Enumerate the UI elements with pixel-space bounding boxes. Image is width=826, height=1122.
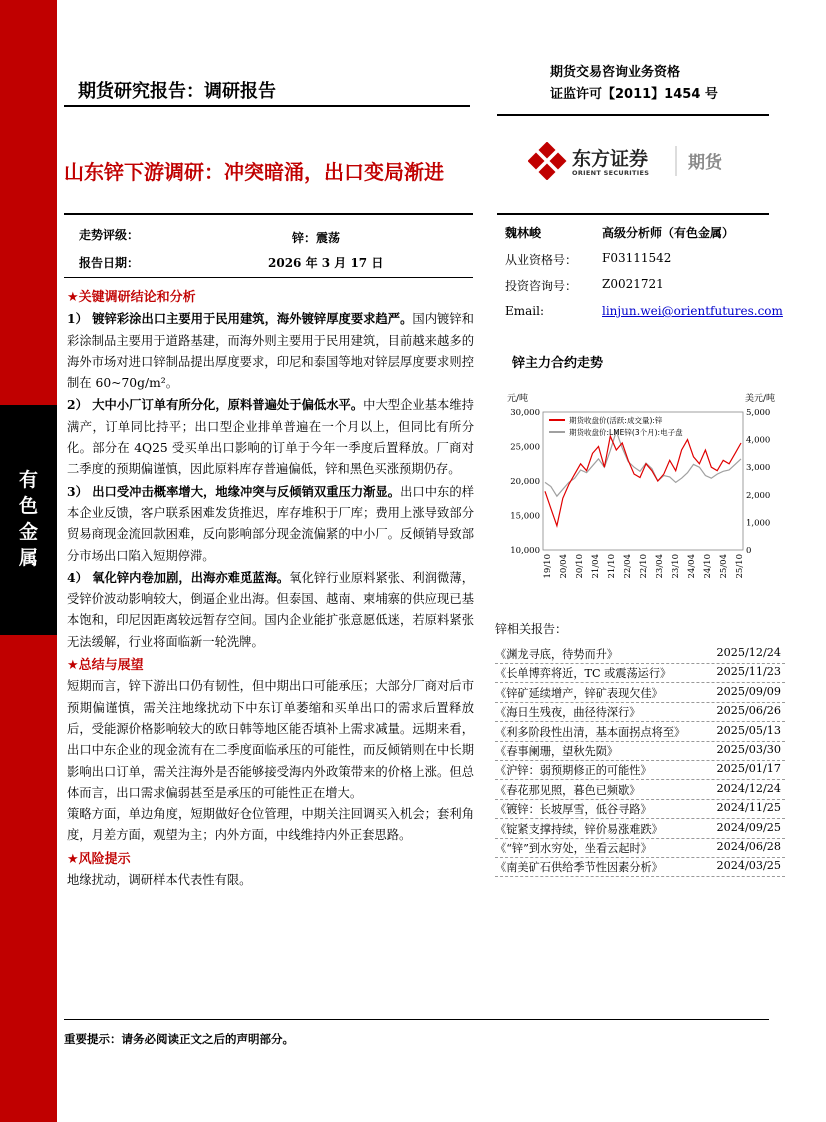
- email-label: Email:: [505, 304, 545, 318]
- finding-2: [67, 394, 474, 480]
- finding-4: [67, 567, 474, 653]
- license-info: [550, 62, 718, 106]
- x-tick-label: 21/04: [591, 554, 601, 579]
- x-tick-label: 24/10: [703, 554, 713, 579]
- y-axis-right-unit: 美元/吨: [745, 394, 776, 404]
- date-value: 2026 年 3 月 17 日: [268, 256, 384, 270]
- report-title[interactable]: 《锭紧支撑持续，锌价易涨难跌》: [495, 822, 663, 836]
- license-line-1: 期货交易咨询业务资格: [550, 65, 681, 80]
- x-tick-label: 22/04: [623, 554, 633, 579]
- y-tick-right: 1,000: [746, 518, 771, 529]
- y-tick-right: 4,000: [746, 435, 771, 446]
- report-row[interactable]: [495, 779, 785, 800]
- y-tick-right: 3,000: [746, 463, 771, 474]
- logo-suffix-text: 期货: [688, 153, 722, 173]
- x-tick-label: 20/04: [559, 554, 569, 579]
- report-row[interactable]: [495, 856, 785, 877]
- legend-label: 期货收盘价:LME锌(3个月):电子盘: [569, 428, 683, 437]
- x-tick-label: 25/10: [735, 554, 745, 579]
- x-tick-label: 21/10: [607, 554, 617, 579]
- report-title[interactable]: 《锌矿延续增产，锌矿表现欠佳》: [495, 686, 663, 700]
- report-title[interactable]: 《海日生残夜，曲径待深行》: [495, 706, 641, 720]
- report-title[interactable]: 《渊龙寻底，待势而升》: [495, 648, 619, 661]
- report-row[interactable]: [495, 682, 785, 703]
- report-title[interactable]: 《长单博弈将近，TC 或震荡运行》: [495, 667, 672, 681]
- report-row[interactable]: [495, 701, 785, 722]
- footer-notice: 重要提示：请务必阅读正文之后的声明部分。: [64, 1032, 294, 1046]
- related-reports-title: 锌相关报告：: [495, 622, 568, 636]
- report-date: 2025/11/23: [716, 665, 781, 679]
- report-title[interactable]: 《利多阶段性出清，基本面拐点将至》: [495, 725, 686, 739]
- finding-3-head: 3） 出口受冲击概率增大，地缘冲突与反倾销双重压力渐显。: [67, 483, 401, 499]
- report-date: 2025/01/17: [716, 762, 781, 776]
- report-row[interactable]: [495, 643, 785, 664]
- report-row[interactable]: [495, 662, 785, 683]
- finding-4-head: 4） 氧化锌内卷加剧，出海亦难觅蓝海。: [67, 569, 290, 585]
- x-tick-label: 19/10: [543, 554, 553, 579]
- summary-paragraph-1: 短期而言，锌下游出口仍有韧性，但中期出口可能承压；大部分厂商对后市预期偏谨慎，需关注地缘扰动下中东订单萎缩和买单出口的需求后置释放后，受能源价格影响较大的欧日韩等地区能否填补上需求减量。远期来看，出口中东企业的现金流有在二季度面临承压的可能性，而反倾销则在中长期影响出口订单，需关注海外是否能够接受海内外政策带来的价格上涨。但总体而言，出口需求偏弱甚至是承压的可能性正在增大。: [67, 679, 474, 800]
- y-tick-right: 2,000: [746, 490, 771, 501]
- analyst-name: 魏林峻: [505, 226, 542, 240]
- risk-body: 地缘扰动，调研样本代表性有限。: [67, 873, 252, 888]
- report-date: 2025/05/13: [716, 723, 781, 737]
- company-logo: [528, 142, 738, 180]
- report-row[interactable]: [495, 837, 785, 858]
- x-tick-label: 25/04: [719, 554, 729, 579]
- finding-1-head: 1） 镀锌彩涂出口主要用于民用建筑，海外镀锌厚度要求趋严。: [67, 311, 413, 327]
- x-tick-label: 23/10: [671, 554, 681, 579]
- report-row[interactable]: [495, 721, 785, 742]
- report-title[interactable]: 《沪锌：弱预期修正的可能性》: [495, 764, 652, 778]
- sector-char-4: 属: [18, 547, 38, 569]
- report-date: 2024/11/25: [716, 801, 781, 815]
- y-tick-left: 25,000: [510, 442, 540, 453]
- report-title[interactable]: 《春事阑珊，望秋先陨》: [495, 745, 619, 758]
- zinc-price-chart: [505, 390, 780, 585]
- report-title[interactable]: 《南美矿石供给季节性因素分析》: [495, 861, 663, 875]
- finding-3-body: 出口中东的样本企业反馈，客户联系困难发货推迟，库存堆积于厂库；费用上涨导致部分贸易商现金流回款困难，反向影响部分现金流偏紧的中小厂。反倾销导致部分市场出口陷入短期停滞。: [67, 484, 474, 563]
- finding-3: [67, 481, 474, 567]
- y-tick-left: 20,000: [510, 477, 540, 487]
- finding-2-head: 2） 大中小厂订单有所分化，原料普遍处于偏低水平。: [67, 397, 364, 413]
- qual-value: F03111542: [602, 251, 672, 265]
- analyst-rule: [497, 213, 769, 215]
- header-rule-left: [64, 105, 470, 107]
- report-row[interactable]: [495, 798, 785, 819]
- header-rule-right: [497, 114, 769, 116]
- y-tick-left: 15,000: [510, 511, 540, 522]
- report-date: 2024/09/25: [716, 820, 781, 834]
- report-title[interactable]: 《春花那见照，暮色已频歇》: [495, 783, 641, 797]
- invest-label: 投资咨询号：: [505, 279, 578, 293]
- rating-label: 走势评级：: [79, 228, 140, 242]
- report-title[interactable]: 《“锌”到水穷处，坐看云起时》: [495, 842, 652, 855]
- report-date: 2024/03/25: [716, 859, 781, 873]
- report-date: 2025/06/26: [716, 704, 781, 718]
- y-axis-left-unit: 元/吨: [507, 394, 529, 404]
- report-title[interactable]: 《镀锌：长坡厚雪，低谷寻路》: [495, 803, 652, 817]
- sector-char-3: 金: [18, 521, 38, 543]
- email-link[interactable]: linjun.wei@orientfutures.com: [602, 304, 783, 318]
- report-body: [67, 287, 474, 891]
- report-row[interactable]: [495, 740, 785, 761]
- meta-rule-bottom: [64, 277, 473, 278]
- x-tick-label: 22/10: [639, 554, 649, 579]
- rating-value: 锌：震荡: [292, 231, 341, 245]
- finding-2-body: 中大型企业基本维持满产，订单同比持平；出口型企业排单普遍在一个月以上，但同比有所分化。部分在 4Q25 受买单出口影响的订单于今年一季度后置释放。厂商对二季度的预期偏谨慎，因此原料库存普遍偏低，锌和黑色买涨预期仍存。: [67, 398, 474, 477]
- sector-label: [0, 405, 57, 635]
- y-tick-left: 30,000: [510, 408, 540, 418]
- date-label: 报告日期：: [79, 256, 140, 270]
- y-tick-right: 5,000: [746, 408, 771, 418]
- report-row[interactable]: [495, 818, 785, 839]
- report-date: 2024/06/28: [716, 840, 781, 853]
- report-type-title: 期货研究报告：调研报告: [78, 81, 276, 102]
- report-date: 2024/12/24: [716, 781, 781, 795]
- license-line-2: 证监许可【2011】1454 号: [550, 87, 718, 102]
- chart-title: 锌主力合约走势: [512, 356, 604, 371]
- report-date: 2025/03/30: [716, 743, 781, 756]
- report-main-title: 山东锌下游调研：冲突暗涌，出口变局渐进: [64, 160, 444, 184]
- summary-title: ★总结与展望: [67, 658, 144, 674]
- qual-label: 从业资格号：: [505, 253, 578, 267]
- y-tick-right: 0: [746, 546, 752, 556]
- logo-cn-text: 东方证券: [572, 148, 649, 170]
- x-tick-label: 20/10: [575, 554, 585, 579]
- analyst-title: 高级分析师（有色金属）: [602, 226, 735, 240]
- finding-4-body: 氧化锌行业原料紧张、利润微薄，受锌价波动影响较大，倒逼企业出海。但泰国、越南、柬埔寨的供应现已基本饱和，印尼因距离较远暂存空间。国内企业能扩张意愿低迷，若原料紧张无法缓解，行业将面临新一轮洗牌。: [67, 570, 474, 649]
- finding-1-body: 国内镀锌和彩涂制品主要用于道路基建，而海外则主要用于民用建筑，目前越来越多的海外市场对进口锌制品提出厚度要求，印尼和泰国等地对锌层厚度要求则控制在 60~70g/m²。: [67, 312, 474, 391]
- meta-rule-top: [64, 213, 473, 215]
- report-date: 2025/12/24: [716, 646, 781, 659]
- sector-char-2: 色: [18, 495, 38, 517]
- footer-rule: [64, 1019, 769, 1020]
- finding-1: [67, 308, 474, 394]
- sidebar-band: [0, 0, 57, 1122]
- sector-char-1: 有: [18, 469, 38, 491]
- summary-paragraph-2: 策略方面，单边角度，短期做好仓位管理，中期关注回调买入机会；套利角度，月差方面，观望为主；内外方面，中线维持内外正套思路。: [67, 807, 474, 843]
- report-row[interactable]: [495, 759, 785, 780]
- report-date: 2025/09/09: [716, 684, 781, 698]
- invest-value: Z0021721: [602, 277, 664, 291]
- legend-label: 期货收盘价(活跃:成交量):锌: [569, 416, 663, 425]
- y-tick-left: 10,000: [510, 546, 540, 556]
- key-findings-title: ★关键调研结论和分析: [67, 290, 196, 305]
- logo-en-text: ORIENT SECURITIES: [572, 169, 650, 177]
- x-tick-label: 24/04: [687, 554, 697, 579]
- risk-title: ★风险提示: [67, 851, 131, 867]
- x-tick-label: 23/04: [655, 554, 665, 579]
